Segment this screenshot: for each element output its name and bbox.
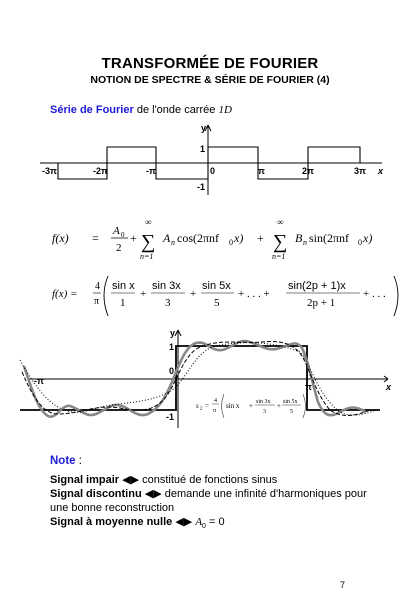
svg-text:4: 4 [214, 398, 217, 404]
svg-text:sin x: sin x [112, 280, 135, 292]
svg-text:4: 4 [95, 281, 100, 292]
svg-text:cos(2πnf: cos(2πnf [177, 231, 220, 245]
svg-text:+: + [190, 288, 197, 300]
note-body [50, 473, 380, 534]
double-arrow-icon: ◀▶ [122, 474, 140, 486]
section-dim: 1D [218, 104, 232, 116]
x-pos-label: π [305, 382, 312, 392]
svg-text:sin 5x: sin 5x [202, 280, 231, 292]
page-number: 7 [340, 580, 346, 590]
svg-text:∞: ∞ [145, 217, 152, 227]
svg-text:5: 5 [290, 409, 293, 415]
section-rest: de l'onde carrée [136, 104, 216, 116]
svg-text:+: + [130, 231, 137, 245]
svg-text:n=1: n=1 [140, 252, 154, 261]
svg-text:sin(2πnf: sin(2πnf [309, 231, 350, 245]
note-line: Signal à moyenne nulle ◀▶ $A_0 = 0$ [50, 516, 225, 531]
note-line: Signal discontinu ◀▶ demande une infinité d'harmoniques pour une bonne reconstruction [50, 488, 367, 514]
svg-text:sin 3x: sin 3x [152, 280, 181, 292]
svg-text:+: + [140, 288, 147, 300]
note-heading [50, 455, 82, 467]
note-colon: : [78, 455, 82, 467]
double-arrow-icon: ◀▶ [144, 488, 162, 500]
svg-text:0: 0 [358, 238, 362, 247]
svg-text:+: + [277, 402, 281, 410]
svg-text:A: A [113, 225, 120, 237]
svg-text:x): x) [234, 231, 244, 245]
svg-text:∞: ∞ [277, 217, 284, 227]
zero-label: 0 [169, 366, 175, 376]
svg-text:=: = [205, 402, 209, 410]
svg-text:2p + 1: 2p + 1 [307, 297, 336, 309]
page-title: TRANSFORMÉE DE FOURIER [101, 55, 319, 72]
y-tick-label: -1 [197, 182, 206, 192]
x-neg-label: -π [34, 376, 44, 386]
sum-sign: ∑ [273, 231, 288, 253]
tick-label: 0 [210, 166, 216, 176]
svg-text:f(x): f(x) [52, 231, 69, 245]
fourier-approx-graph [20, 330, 388, 428]
s2-formula [196, 394, 306, 418]
svg-text:n: n [303, 238, 307, 247]
tick-label: 2π [302, 166, 314, 176]
double-arrow-icon: ◀▶ [175, 516, 193, 528]
svg-text:x): x) [363, 231, 373, 245]
x-label: x [378, 166, 384, 176]
svg-text:0: 0 [121, 231, 125, 239]
svg-text:B: B [295, 231, 303, 245]
svg-text:n=1: n=1 [272, 252, 286, 261]
svg-text:0: 0 [229, 238, 233, 247]
note-line: Signal impair ◀▶ constitué de fonctions sinus [50, 474, 278, 486]
svg-text:sin 3x: sin 3x [256, 399, 271, 405]
svg-text:π: π [213, 408, 217, 414]
svg-text:+: + [257, 231, 264, 245]
x-label: x [386, 382, 392, 392]
svg-text:=: = [92, 231, 99, 245]
svg-text:π: π [94, 296, 100, 307]
tick-label: -3π [42, 166, 57, 176]
note-label: Note [50, 455, 76, 467]
tick-label: -2π [93, 166, 108, 176]
y-minus-label: -1 [166, 412, 175, 422]
formula-fourier-series [52, 217, 372, 261]
svg-text:2: 2 [116, 242, 122, 254]
tick-label: π [258, 166, 265, 176]
sum-sign: ∑ [141, 231, 156, 253]
svg-text:2: 2 [200, 407, 203, 412]
svg-text:A: A [163, 231, 171, 245]
y-tick-label: 1 [200, 144, 206, 154]
y-label: y [201, 123, 207, 133]
svg-text:5: 5 [214, 297, 220, 309]
svg-text:+ . . . +: + . . . + [238, 288, 270, 300]
y-label: y [170, 328, 176, 338]
formula-square-wave [52, 276, 398, 316]
section-lead: Série de Fourier [50, 104, 134, 116]
svg-text:3: 3 [263, 409, 266, 415]
svg-text:s: s [196, 402, 199, 410]
svg-text:+: + [249, 402, 253, 410]
svg-text:sin 5x: sin 5x [283, 399, 298, 405]
svg-text:1: 1 [120, 297, 126, 309]
tick-label: 3π [354, 166, 366, 176]
page-subtitle: NOTION DE SPECTRE & SÉRIE DE FOURIER (4) [90, 74, 330, 86]
svg-text:sin x: sin x [226, 402, 240, 410]
svg-text:3: 3 [165, 297, 171, 309]
svg-text:sin(2p + 1)x: sin(2p + 1)x [288, 280, 346, 292]
svg-text:f(x) =: f(x) = [52, 288, 78, 300]
svg-text:+ . . .: + . . . [363, 288, 386, 300]
y-one-label: 1 [169, 342, 175, 352]
svg-text:n: n [171, 238, 175, 247]
tick-label: -π [146, 166, 156, 176]
